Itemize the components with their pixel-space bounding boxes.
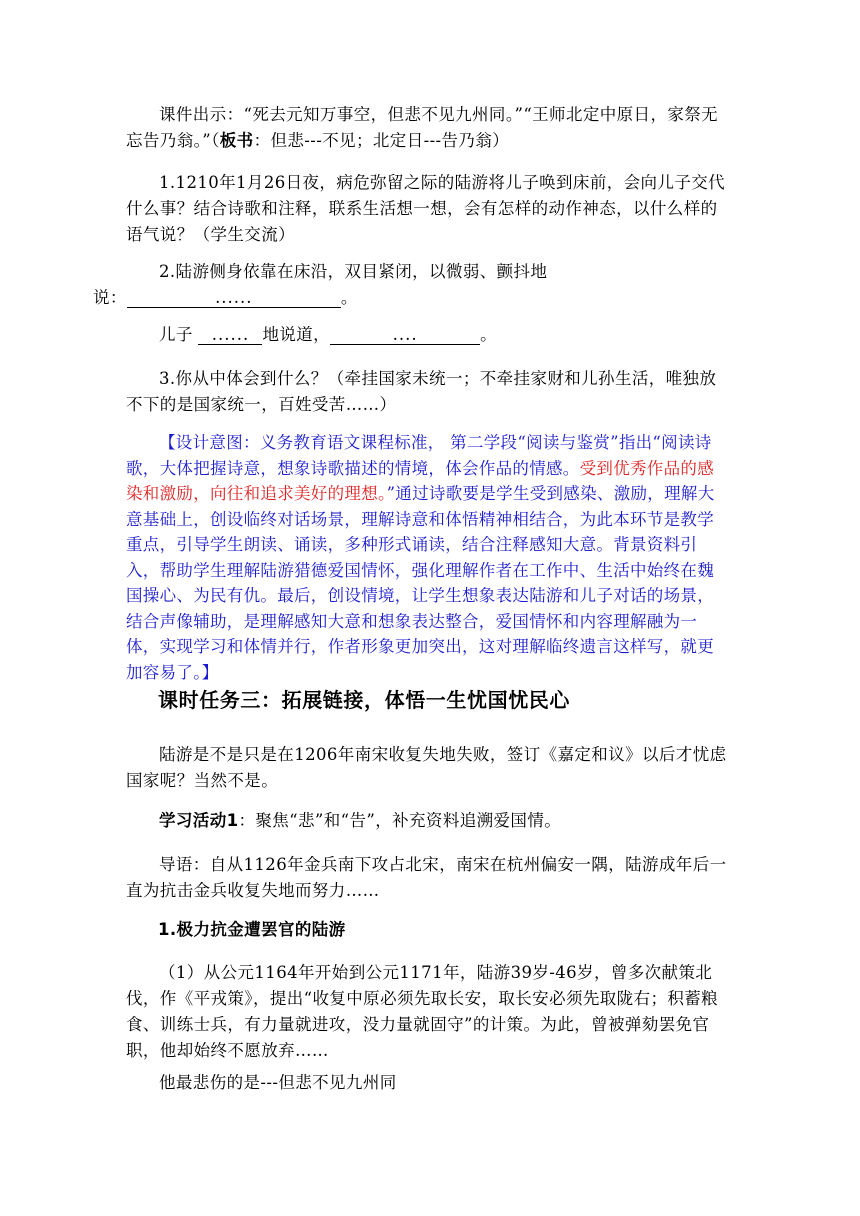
answer-blank-3[interactable]: .... bbox=[330, 326, 480, 345]
courseware-text: 课件出示：“死去元知万事空，但悲不见九州同。”“王师北定中原日，家祭无忘告乃翁。” bbox=[126, 105, 719, 150]
board-paren: （ bbox=[211, 131, 220, 150]
design-intent-red-text: 受到优秀作品的感染和激励，向往和追求美好的理想。 bbox=[126, 458, 715, 503]
board-label: 板书 bbox=[219, 131, 254, 150]
question-2-say: 说： bbox=[93, 288, 127, 307]
design-intent-paragraph bbox=[126, 430, 728, 685]
design-intent-text-1: 【设计意图：义务教育语文课程标准， 第二学段“阅读与鉴赏”指出“阅读诗歌，大体把握诗意，想象诗歌描述的情境，体会作品的情感。 bbox=[126, 433, 712, 478]
question-2 bbox=[93, 259, 728, 311]
lead-paragraph: 导语：自从1126年金兵南下攻占北宋，南宋在杭州偏安一隅，陆游成年后一直为抗击金兵收复失地而努力…… bbox=[126, 855, 727, 900]
question-1: 1.1210年1月26日夜，病危弥留之际的陆游将儿子唤到床前，会向儿子交代什么事？结合诗歌和注释，联系生活想一想，会有怎样的动作神态，以什么样的语气说？（学生交流） bbox=[126, 173, 726, 244]
board-text: ：但悲---不见；北定日---告乃翁） bbox=[253, 131, 510, 150]
intro-paragraph: 陆游是不是只是在1206年南宋收复失地失败，签订《嘉定和议》以后才忧虑国家呢？当然不是。 bbox=[126, 745, 727, 790]
son-middle: 地说道， bbox=[262, 325, 331, 344]
son-line bbox=[126, 322, 728, 348]
question-2-end: 。 bbox=[340, 288, 358, 307]
answer-blank-1[interactable]: ...... bbox=[127, 289, 341, 308]
activity-1-text: ：聚焦“悲”和“告”，补充资料追溯爱国情。 bbox=[238, 811, 562, 830]
section-1-heading: 1.极力抗金遭罢官的陆游 bbox=[158, 920, 346, 939]
section-1-paragraph: （1）从公元1164年开始到公元1171年，陆游39岁-46岁，曾多次献策北伐，作《平戎策》，提出“收复中原必须先取长安，取长安必须先取陇右；积蓄粮食、训练士兵，有力量就进攻，没力量就固守”的计策。为此，曾被弹劾罢免官职，他却始终不愿放弃…… bbox=[126, 963, 719, 1060]
task-3-heading: 课时任务三：拓展链接，体悟一生忧国忧民心 bbox=[158, 688, 570, 712]
answer-blank-2[interactable]: ...... bbox=[198, 326, 262, 345]
activity-1-label: 学习活动1 bbox=[159, 811, 239, 830]
son-label: 儿子 bbox=[159, 325, 193, 344]
activity-1-line bbox=[126, 808, 728, 834]
closing-line: 他最悲伤的是---但悲不见九州同 bbox=[159, 1073, 397, 1092]
question-3: 3.你从中体会到什么？（牵挂国家未统一；不牵挂家财和儿孙生活，唯独放不下的是国家统一，百姓受苦……） bbox=[126, 369, 717, 414]
son-end: 。 bbox=[480, 325, 497, 344]
question-2-text: 2.陆游侧身依靠在床沿，双目紧闭，以微弱、颤抖地 bbox=[159, 262, 548, 281]
design-intent-text-2: ”通过诗歌要是学生受到感染、激励，理解大意基础上，创设临终对话场景，理解诗意和体悟精神相结合，为此本环节是教学重点，引导学生朗读、诵读，多种形式诵读，结合注释感知大意。背景资料引入，帮助学生理解陆游猎德爱国情怀，强化理解作者在工作中、生活中始终在魏国操心、为民有仇。最后，创设情境，让学生想象表达陆游和儿子对话的场景，结合声像辅助，是理解感知大意和想象表达整合，爱国情怀和内容理解融为一体，实现学习和体情并行，作者形象更加突出，这对理解临终遗言这样写，就更加容易了。】 bbox=[126, 484, 715, 682]
courseware-paragraph bbox=[126, 102, 728, 154]
